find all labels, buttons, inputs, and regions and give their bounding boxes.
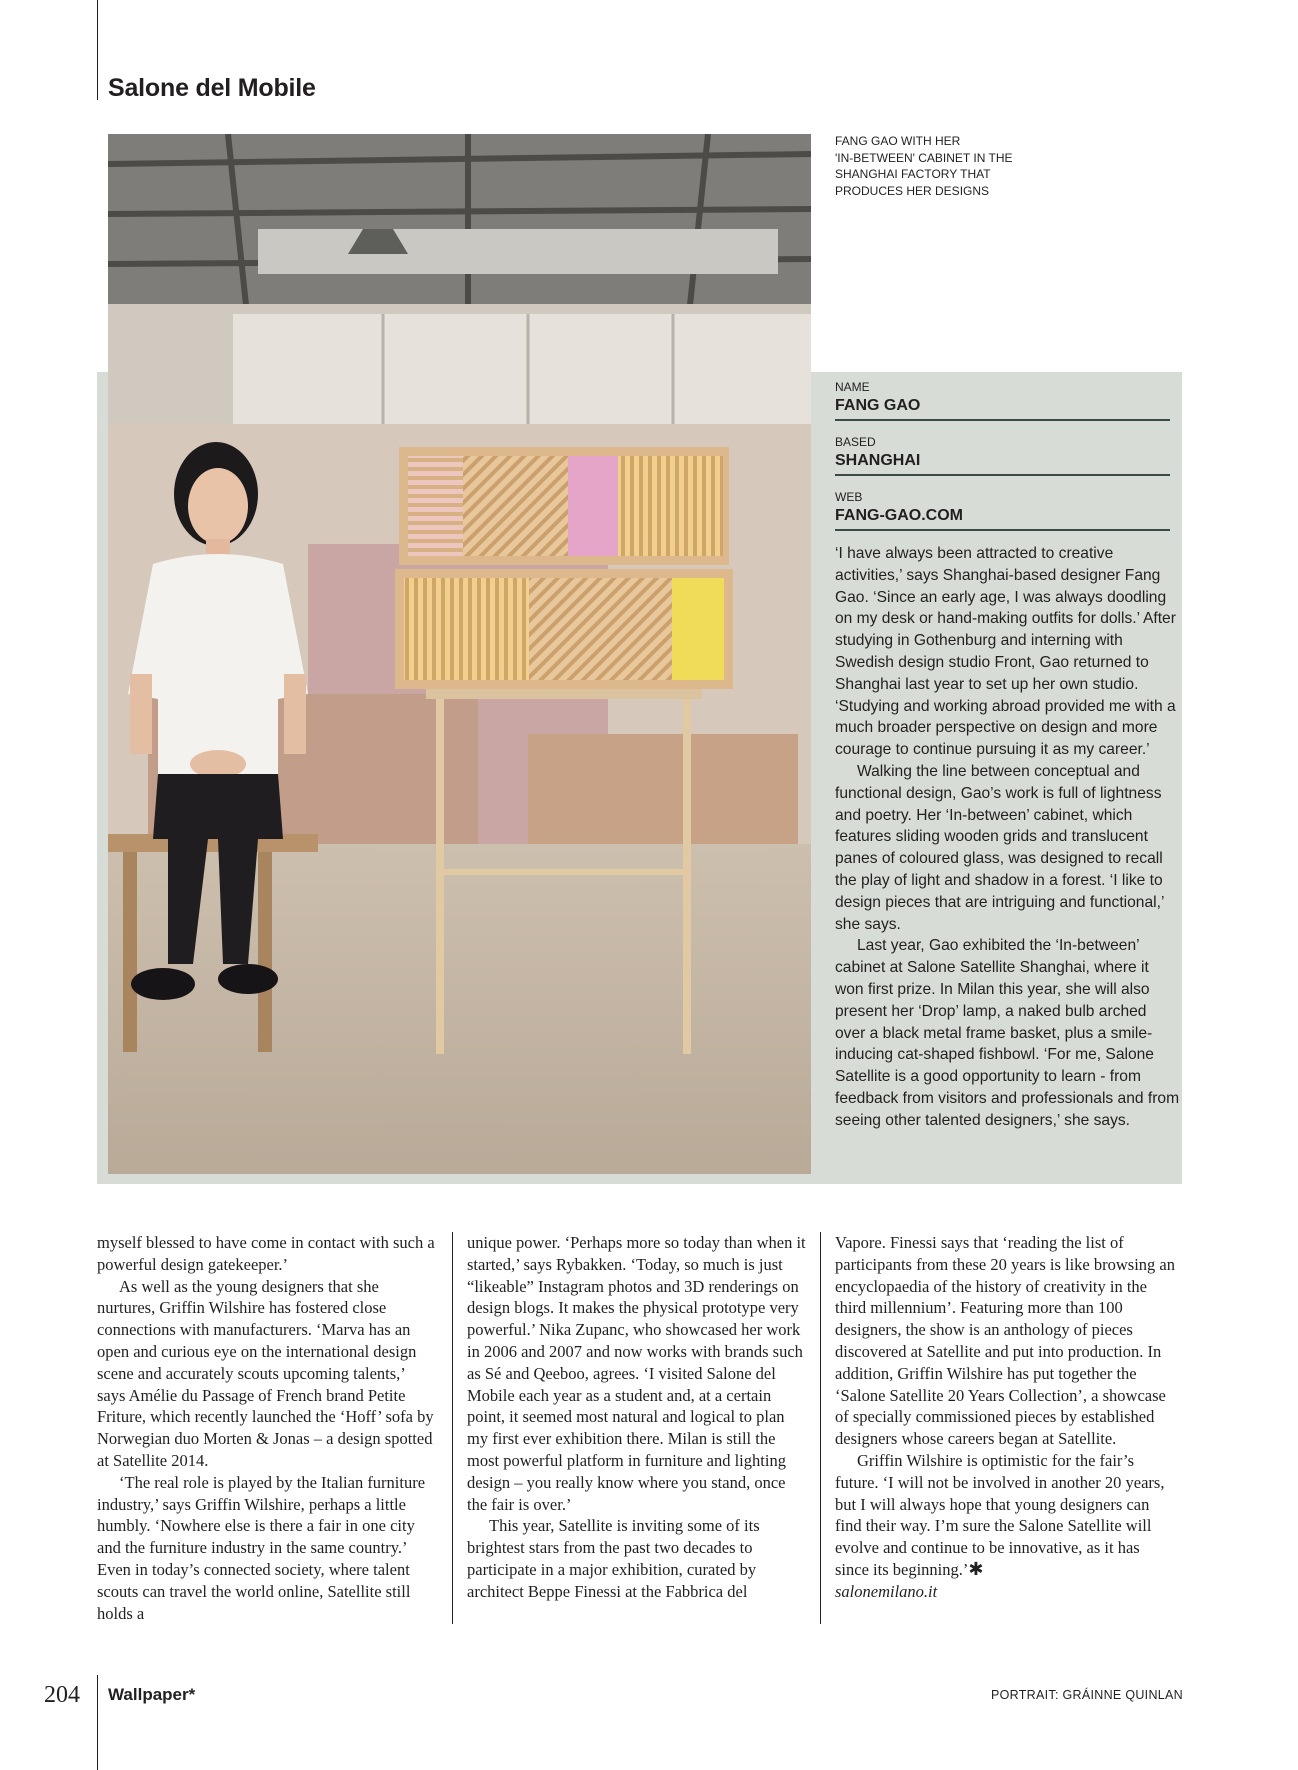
article-paragraph: ‘The real role is played by the Italian furniture industry,’ says Griffin Wilshire, perhaps a little humbly. ‘Nowhere else is there a fair in one city and the furniture industry in the same country.’ Even in today’s connected society, where talent scouts can travel the world online, Satellite still holds a (97, 1472, 426, 1623)
fact-value: FANG GAO (835, 397, 921, 414)
footer-vertical-rule (97, 1675, 98, 1770)
fact-name (835, 380, 1170, 421)
article-column-1 (97, 1232, 437, 1624)
profile-body (835, 543, 1180, 1132)
article-paragraph (835, 1450, 1175, 1581)
fact-label: BASED (835, 435, 876, 449)
article-paragraph: As well as the young designers that she nurtures, Griffin Wilshire has fostered close connections with manufacturers. ‘Marva has an open and curious eye on the international design scene and accurately scouts upcoming talents,’ says Amélie du Passage of French brand Petite Friture, which recently launched the ‘Hoff’ sofa by Norwegian duo Morten & Jonas – a design spotted at Satellite 2014. (97, 1276, 434, 1470)
section-title: Salone del Mobile (108, 74, 316, 102)
top-vertical-rule (97, 0, 98, 100)
article-paragraph: Vapore. Finessi says that ‘reading the list of participants from these 20 years is like browsing an encyclopaedia of the history of creativity in the third millennium’. Featuring more than 100 designers, the show is an anthology of pieces discovered at Satellite and put into production. In addition, Griffin Wilshire has put together the ‘Salone Satellite 20 Years Collection’, a showcase of specially commissioned pieces by established designers whose careers began at Satellite. (835, 1233, 1175, 1449)
fact-label: NAME (835, 380, 870, 394)
fact-based (835, 435, 1170, 476)
photo-caption (835, 133, 1055, 199)
caption-line: 'IN-BETWEEN' CABINET IN THE (835, 150, 1013, 165)
fact-value: SHANGHAI (835, 452, 921, 469)
article-column-2 (467, 1232, 807, 1603)
caption-line: FANG GAO WITH HER (835, 134, 961, 148)
fact-web (835, 490, 1170, 531)
caption-line: SHANGHAI FACTORY THAT (835, 167, 991, 181)
article-paragraph: This year, Satellite is inviting some of its brightest stars from the past two decades to participate in a major exhibition, curated by architect Beppe Finessi at the Fabbrica del (467, 1516, 760, 1601)
page-number: 204 (44, 1682, 80, 1708)
article-column-3 (835, 1232, 1175, 1603)
column-rule (820, 1232, 821, 1624)
end-mark-icon: ✱ (968, 1558, 984, 1580)
caption-line: PRODUCES HER DESIGNS (835, 183, 990, 198)
article-closing-text: Griffin Wilshire is optimistic for the fair’s future. ‘I will not be involved in another 20 years, but I will always hope that young designers can find their way. I’m sure the Salone Satellite will evolve and continue to be innovative, as it has since its beginning.’ (835, 1450, 1165, 1579)
fact-value: FANG-GAO.COM (835, 507, 963, 524)
profile-paragraph: ‘I have always been attracted to creative activities,’ says Shanghai-based designer Fang Gao. ‘Since an early age, I was always doodling on my desk or hand-making outfits for dolls.’ After studying in Gothenburg and interning with Swedish design studio Front, Gao returned to Shanghai last year to set up her own studio. ‘Studying and working abroad provided me with a much broader perspective on design and more courage to continue pursuing it as my career.’ (835, 545, 1176, 759)
profile-paragraph: Last year, Gao exhibited the ‘In-between’ cabinet at Salone Satellite Shanghai, where it won first prize. In Milan this year, she will also present her ‘Drop’ lamp, a naked bulb arched over a black metal frame basket, plus a smile-inducing cat-shaped fishbowl. ‘For me, Salone Satellite is a good opportunity to learn - from feedback from visitors and professionals and from seeing other talented designers,’ she says. (835, 937, 1180, 1129)
photo-credit: PORTRAIT: GRÁINNE QUINLAN (990, 1688, 1183, 1702)
profile-paragraph: Walking the line between conceptual and functional design, Gao’s work is full of lightness and poetry. Her ‘In-between’ cabinet, which features sliding wooden grids and translucent panes of coloured glass, was designed to recall the play of light and shadow in a forest. ‘I like to design pieces that are intriguing and functional,’ she says. (835, 762, 1164, 933)
article-url: salonemilano.it (835, 1581, 938, 1601)
article-paragraph: myself blessed to have come in contact with such a powerful design gatekeeper.’ (97, 1233, 435, 1274)
portrait-photo (108, 134, 811, 1174)
fact-label: WEB (835, 490, 863, 504)
magazine-brand: Wallpaper* (108, 1685, 196, 1704)
column-rule (452, 1232, 453, 1624)
article-paragraph: unique power. ‘Perhaps more so today than when it started,’ says Rybakken. ‘Today, so much is just “likeable” Instagram photos and 3D renderings on design blogs. It makes the physical prototype very powerful.’ Nika Zupanc, who showcased her work in 2006 and 2007 and now works with brands such as Sé and Qeeboo, agrees. ‘I visited Salone del Mobile each year as a student and, at a certain point, it seemed most natural and logical to plan my first ever exhibition there. Milan is still the most powerful platform in furniture and lighting design – you really know where you stand, once the fair is over.’ (467, 1233, 806, 1514)
profile-facts (835, 380, 1170, 545)
